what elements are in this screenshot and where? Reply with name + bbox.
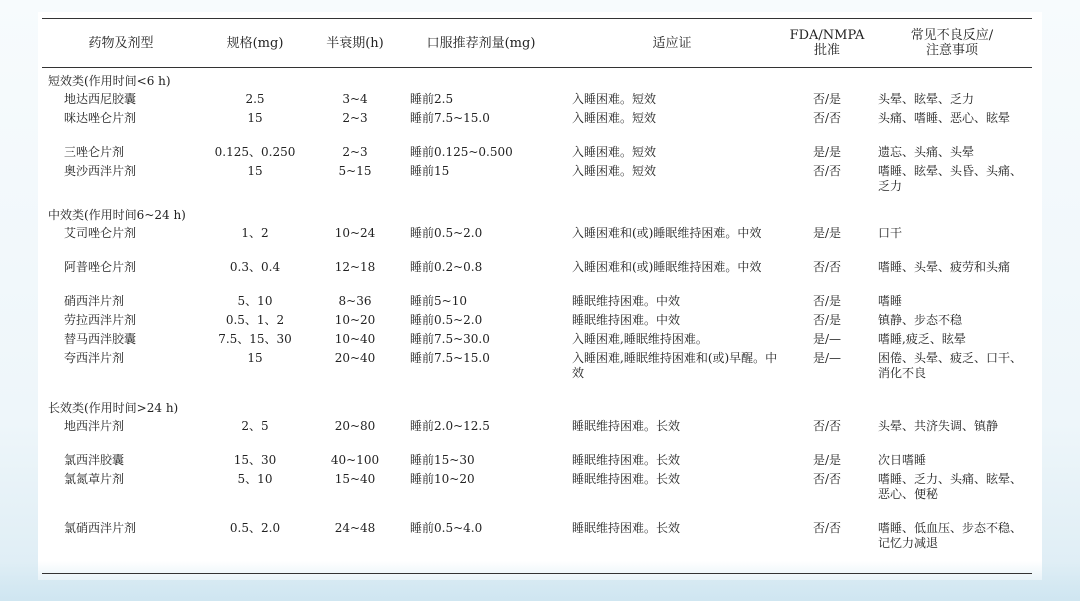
- group-title-row: [42, 198, 1032, 226]
- cell-dose: 睡前2.5: [410, 92, 454, 106]
- cell-spec: 15: [247, 351, 263, 365]
- cell-approval: 是/—: [812, 351, 842, 365]
- cell-halflife: 40~100: [330, 453, 380, 467]
- cell-approval: 否/否: [812, 164, 842, 178]
- cell-adverse: 嗜睡、低血压、步态不稳、记忆力减退: [878, 521, 1023, 550]
- cell-adverse: 头晕、眩晕、乏力: [878, 92, 975, 106]
- cell-approval: 否/否: [812, 472, 842, 486]
- cell-approval: 否/否: [812, 419, 842, 433]
- cell-adverse: 镇静、步态不稳: [878, 313, 963, 327]
- cell-halflife: 12~18: [334, 260, 376, 274]
- cell-approval: 是/是: [812, 453, 842, 467]
- header-approval: [782, 19, 872, 68]
- table-row: [42, 145, 1032, 164]
- cell-spec: 0.5、2.0: [229, 521, 281, 535]
- header-adverse: [872, 19, 1032, 68]
- header-drug: 药物及剂型: [88, 35, 154, 51]
- table-row: [42, 351, 1032, 387]
- header-halflife: 半衰期(h): [326, 35, 384, 51]
- cell-dose: 睡前0.5~4.0: [410, 521, 483, 535]
- header-indication: 适应证: [652, 35, 692, 51]
- cell-indication: 入睡困难。短效: [572, 164, 657, 178]
- cell-dose: 睡前0.5~2.0: [410, 313, 483, 327]
- table-row: [42, 332, 1032, 351]
- cell-drug: 三唑仑片剂: [64, 145, 125, 159]
- cell-adverse: 次日嗜睡: [878, 453, 927, 467]
- group-title: 中效类(作用时间6~24 h): [48, 208, 186, 222]
- cell-halflife: 15~40: [334, 472, 376, 486]
- cell-approval: 是/是: [812, 226, 842, 240]
- header-dose: 口服推荐剂量(mg): [426, 35, 536, 51]
- cell-spec: 2、5: [241, 419, 269, 433]
- header-adverse-line2: 注意事项: [925, 43, 978, 58]
- table-row: [42, 260, 1032, 294]
- cell-halflife: 3~4: [342, 92, 368, 106]
- cell-approval: 否/否: [812, 111, 842, 125]
- cell-indication: 入睡困难。短效: [572, 145, 657, 159]
- cell-dose: 睡前7.5~30.0: [410, 332, 490, 346]
- cell-drug: 硝西泮片剂: [64, 294, 125, 308]
- cell-adverse: 困倦、头晕、疲乏、口干、消化不良: [878, 351, 1023, 380]
- cell-spec: 15、30: [233, 453, 277, 467]
- cell-halflife: 24~48: [334, 521, 376, 535]
- cell-indication: 睡眠维持困难。中效: [572, 313, 681, 327]
- cell-indication: 睡眠维持困难。长效: [572, 521, 681, 535]
- cell-halflife: 20~40: [334, 351, 376, 365]
- cell-approval: 是/—: [812, 332, 842, 346]
- cell-approval: 是/是: [812, 145, 842, 159]
- cell-halflife: 5~15: [338, 164, 372, 178]
- cell-spec: 0.125、0.250: [214, 145, 296, 159]
- table-row: [42, 419, 1032, 453]
- cell-halflife: 8~36: [338, 294, 372, 308]
- cell-drug: 氯硝西泮片剂: [64, 521, 137, 535]
- cell-drug: 奥沙西泮片剂: [64, 164, 137, 178]
- cell-dose: 睡前0.2~0.8: [410, 260, 483, 274]
- cell-indication: 入睡困难和(或)睡眠维持困难。中效: [572, 260, 762, 274]
- cell-approval: 否/是: [812, 294, 842, 308]
- cell-drug: 替马西泮胶囊: [64, 332, 137, 346]
- cell-dose: 睡前7.5~15.0: [410, 351, 490, 365]
- cell-drug: 阿普唑仑片剂: [64, 260, 137, 274]
- cell-spec: 0.3、0.4: [229, 260, 281, 274]
- table-row: [42, 164, 1032, 198]
- table-row: [42, 521, 1032, 574]
- table-row: [42, 92, 1032, 111]
- cell-indication: 入睡困难,睡眠维持困难。: [572, 332, 708, 346]
- cell-drug: 地西泮片剂: [64, 419, 125, 433]
- cell-indication: 入睡困难,睡眠维持困难和(或)早醒。中效: [572, 351, 778, 380]
- cell-approval: 否/否: [812, 521, 842, 535]
- cell-halflife: 10~24: [334, 226, 376, 240]
- cell-drug: 地达西尼胶囊: [64, 92, 137, 106]
- cell-indication: 入睡困难。短效: [572, 111, 657, 125]
- cell-dose: 睡前0.125~0.500: [410, 145, 513, 159]
- cell-approval: 否/是: [812, 92, 842, 106]
- cell-adverse: 嗜睡、头晕、疲劳和头痛: [878, 260, 1011, 274]
- cell-drug: 咪达唑仑片剂: [64, 111, 137, 125]
- cell-halflife: 10~40: [334, 332, 376, 346]
- cell-spec: 5、10: [237, 294, 273, 308]
- cell-adverse: 口干: [878, 226, 903, 240]
- cell-approval: 否/否: [812, 260, 842, 274]
- cell-drug: 艾司唑仑片剂: [64, 226, 137, 240]
- cell-dose: 睡前15: [410, 164, 450, 178]
- cell-spec: 0.5、1、2: [225, 313, 285, 327]
- cell-adverse: 头痛、嗜睡、恶心、眩晕: [878, 111, 1011, 125]
- cell-drug: 夸西泮片剂: [64, 351, 125, 365]
- header-approval-line1: FDA/NMPA: [789, 28, 865, 43]
- cell-dose: 睡前10~20: [410, 472, 475, 486]
- table-row: [42, 294, 1032, 313]
- cell-drug: 氯西泮胶囊: [64, 453, 125, 467]
- cell-adverse: 嗜睡、眩晕、头昏、头痛、乏力: [878, 164, 1023, 193]
- cell-spec: 15: [247, 164, 263, 178]
- cell-adverse: 遗忘、头痛、头晕: [878, 145, 975, 159]
- cell-approval: 否/是: [812, 313, 842, 327]
- cell-drug: 劳拉西泮片剂: [64, 313, 137, 327]
- cell-dose: 睡前2.0~12.5: [410, 419, 490, 433]
- cell-spec: 15: [247, 111, 263, 125]
- cell-halflife: 20~80: [334, 419, 376, 433]
- drug-table: [42, 18, 1032, 574]
- cell-adverse: 嗜睡,疲乏、眩晕: [878, 332, 966, 346]
- cell-dose: 睡前15~30: [410, 453, 475, 467]
- table-header: [42, 19, 1032, 68]
- cell-indication: 入睡困难。短效: [572, 92, 657, 106]
- cell-adverse: 头晕、共济失调、镇静: [878, 419, 999, 433]
- cell-dose: 睡前5~10: [410, 294, 467, 308]
- group-title: 长效类(作用时间>24 h): [48, 401, 179, 415]
- table-body: [42, 68, 1032, 574]
- table-row: [42, 453, 1032, 472]
- group-title-row: [42, 68, 1032, 93]
- cell-spec: 1、2: [241, 226, 269, 240]
- cell-dose: 睡前7.5~15.0: [410, 111, 490, 125]
- group-title-row: [42, 387, 1032, 419]
- table-row: [42, 313, 1032, 332]
- cell-adverse: 嗜睡、乏力、头痛、眩晕、恶心、便秘: [878, 472, 1023, 501]
- cell-drug: 氯氮䓬片剂: [64, 472, 125, 486]
- cell-spec: 5、10: [237, 472, 273, 486]
- table-row: [42, 111, 1032, 145]
- cell-halflife: 2~3: [342, 145, 368, 159]
- cell-spec: 7.5、15、30: [218, 332, 292, 346]
- cell-adverse: 嗜睡: [878, 294, 903, 308]
- cell-indication: 睡眠维持困难。长效: [572, 453, 681, 467]
- cell-halflife: 2~3: [342, 111, 368, 125]
- cell-indication: 睡眠维持困难。中效: [572, 294, 681, 308]
- cell-indication: 睡眠维持困难。长效: [572, 472, 681, 486]
- cell-dose: 睡前0.5~2.0: [410, 226, 483, 240]
- cell-indication: 睡眠维持困难。长效: [572, 419, 681, 433]
- group-title: 短效类(作用时间<6 h): [48, 74, 171, 88]
- header-approval-line2: 批准: [813, 43, 840, 58]
- table-row: [42, 472, 1032, 521]
- cell-indication: 入睡困难和(或)睡眠维持困难。中效: [572, 226, 762, 240]
- header-spec: 规格(mg): [226, 35, 284, 51]
- cell-halflife: 10~20: [334, 313, 376, 327]
- header-adverse-line1: 常见不良反应/: [910, 28, 994, 43]
- cell-spec: 2.5: [245, 92, 265, 106]
- table-row: [42, 226, 1032, 260]
